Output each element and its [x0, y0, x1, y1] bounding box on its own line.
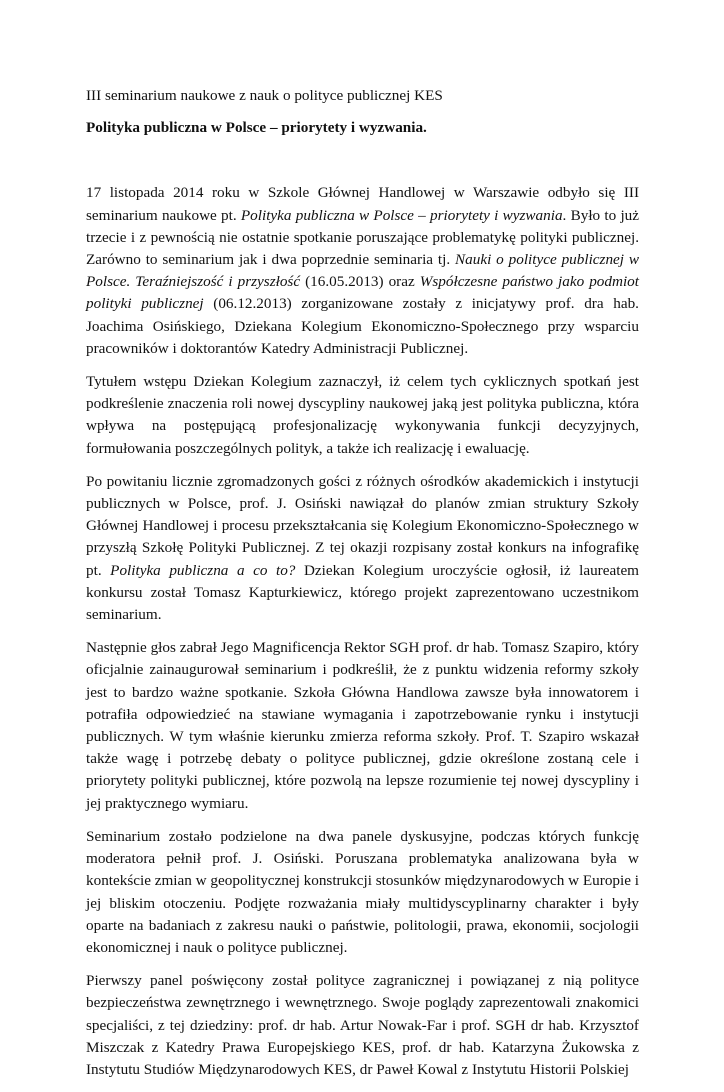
- paragraph-6: Pierwszy panel poświęcony został polityce zagranicznej i powiązanej z nią polityce bezpieczeństwa zewnętrznego i wewnętrznego. Swoje poglądy zaprezentowali znakomici specjaliści, z tej dziedziny: prof. dr hab. Artur Nowak-Far i prof. SGH dr hab. Krzysztof Miszczak z Katedry Prawa Europejskiego KES, prof. dr hab. Katarzyna Żukowska z Instytutu Studiów Międzynarodowych KES, dr Paweł Kowal z Instytutu Historii Polskiej: [86, 972, 639, 1078]
- paragraph-2: Tytułem wstępu Dziekan Kolegium zaznaczył, iż celem tych cyklicznych spotkań jest podkreślenie znaczenia roli nowej dyscypliny naukowej jaką jest polityka publiczna, która wpływa na postępującą profesjonalizację wykonywania funkcji decyzyjnych, formułowania poszczególnych polityk, a także ich realizację i ewaluację.: [86, 373, 639, 457]
- paragraph-4: Następnie głos zabrał Jego Magnificencja Rektor SGH prof. dr hab. Tomasz Szapiro, który oficjalnie zainaugurował seminarium i podkreślił, że z punktu widzenia reformy szkoły jest to bardzo ważne spotkanie. Szkoła Główna Handlowa zawsze była innowatorem i potrafiła odpowiedzieć na stawiane wymagania i zapotrzebowanie rynku i instytucji publicznych. W tym właśnie kierunku zmierza reforma szkoły. Prof. T. Szapiro wskazał także wagę i potrzebę debaty o polityce publicznej, gdzie określone zostaną cele i priorytety polityki publicznej, które pozwolą na lepsze rozumienie tej nowej dyscypliny i jej praktycznego wymiaru.: [86, 639, 639, 812]
- document-page: [86, 85, 639, 1092]
- paragraph-3: Po powitaniu licznie zgromadzonych gości z różnych ośrodków akademickich i instytucji publicznych w Polsce, prof. J. Osiński nawiązał do planów zmian struktury Szkoły Głównej Handlowej i procesu przekształcania się Kolegium Ekonomiczno-Społecznego w przyszłą Szkołę Polityki Publicznej. Z tej okazji rozpisany został konkurs na infografikę pt. Polityka publiczna a co to? Dziekan Kolegium uroczyście ogłosił, iż laureatem konkursu został Tomasz Kapturkiewicz, którego projekt zaprezentowano uczestnikom seminarium.: [86, 472, 639, 624]
- document-heading: III seminarium naukowe z nauk o polityce publicznej KES: [86, 87, 443, 104]
- paragraph-5: Seminarium zostało podzielone na dwa panele dyskusyjne, podczas których funkcję moderatora pełnił prof. J. Osiński. Poruszana problematyka analizowana była w kontekście zmian w geopolitycznej konstrukcji stosunków międzynarodowych w Europie i jej bliskim otoczeniu. Podjęte rozważania miały multidyscyplinarny charakter i były oparte na badaniach z zakresu nauki o państwie, politologii, prawa, ekonomii, socjologii ekonomicznej i nauk o polityce publicznej.: [86, 827, 639, 956]
- paragraph-1: 17 listopada 2014 roku w Szkole Głównej Handlowej w Warszawie odbyło się III seminarium naukowe pt. Polityka publiczna w Polsce – priorytety i wyzwania. Było to już trzecie i z pewnością nie ostatnie spotkanie poruszające problematykę polityki publicznej. Zarówno to seminarium jak i dwa poprzednie seminaria tj. Nauki o polityce publicznej w Polsce. Teraźniejszość i przyszłość (16.05.2013) oraz Współczesne państwo jako podmiot polityki publicznej (06.12.2013) zorganizowane zostały z inicjatywy prof. dra hab. Joachima Osińskiego, Dziekana Kolegium Ekonomiczno-Społecznego przy wsparciu pracowników i doktorantów Katedry Administracji Publicznej.: [86, 184, 639, 357]
- document-subtitle: Polityka publiczna w Polsce – priorytety i wyzwania.: [86, 119, 427, 137]
